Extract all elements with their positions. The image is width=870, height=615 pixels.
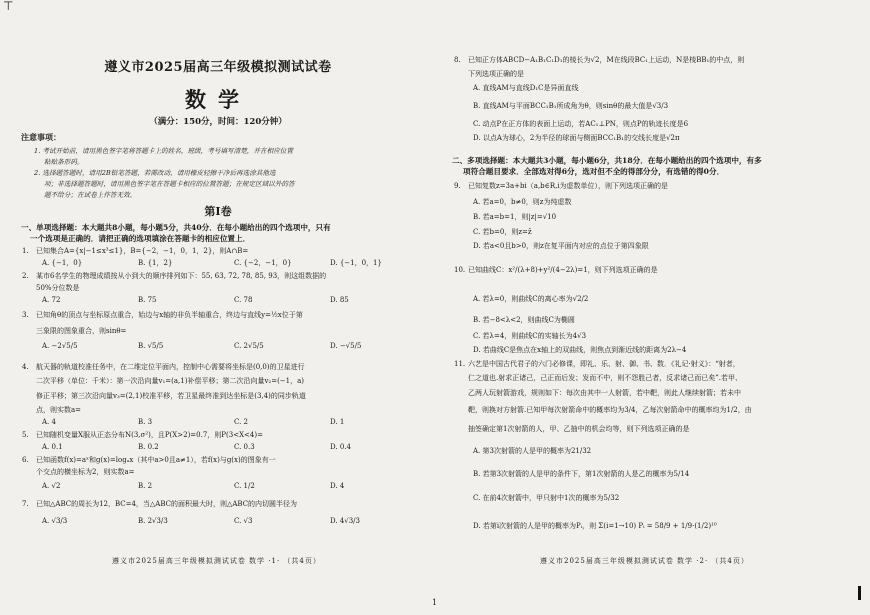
option-a: A. {−1，0} [42, 259, 83, 267]
option-d: D. 4 [330, 482, 345, 490]
question-text-cont: 三象限的图象重合，则sinθ= [36, 327, 127, 335]
option-d: D. 4√3/3 [330, 517, 360, 525]
section-one-heading-cont: 一个选项是正确的．请把正确的选项填涂在答题卡的相应位置上． [30, 234, 251, 243]
option-d: D. 1 [330, 418, 345, 426]
question-text: 已知△ABC的周长为12，BC=4，当△ABC的面积最大时，则△ABC的内切圆半径为 [36, 500, 298, 508]
option-a: A. 直线AM与直线D₁C是异面直线 [473, 84, 579, 92]
page-footer-left: 遵义市2025届高三年级模拟测试试卷 数学 ·1· （共4页） [112, 557, 321, 565]
option-d: D. 若曲线C是焦点在x轴上的双曲线，则焦点到渐近线的距离为2λ−4 [473, 346, 687, 354]
question-text: 某市6名学生的物理成绩按从小到大的顺序排列如下：55, 63, 72, 78, 85, 93，则这组数据的 [36, 272, 327, 280]
option-b: B. 75 [138, 296, 157, 304]
part-one-heading: 第Ⅰ卷 [204, 205, 232, 218]
option-b: B. 若−8<λ<2，则曲线C为椭圆 [473, 316, 575, 324]
question-text: 已知正方体ABCD−A₁B₁C₁D₁的棱长为√2，M在线段BC₁上运动，N是棱BB₁的中点，则 [468, 56, 745, 64]
option-d: D. 0.4 [330, 443, 351, 451]
notice-line: 2. 选择题答题时，请用2B铅笔答题，若需改动，请用橡皮轻擦干净后再选涂其他选 [34, 169, 276, 177]
option-b: B. 若第3次射箭的人是甲的条件下，第1次射箭的人是乙的概率为5/14 [473, 470, 690, 478]
edge-mark [858, 586, 861, 600]
option-a: A. 若λ=0，则曲线C的离心率为√2/2 [473, 295, 589, 303]
option-a: A. √3/3 [42, 517, 68, 525]
question-text-cont: 个交点的横坐标为2，则实数a= [36, 468, 135, 476]
option-a: A. 72 [42, 296, 61, 304]
notice-line: 1. 考试开始前，请用黑色签字笔将答题卡上的姓名，班级，考号填写清楚，并在相应位置 [34, 147, 293, 155]
question-text: 六艺是中国古代君子的六门必修课，即礼、乐、射、御、书、数．《礼记·射义》：“射者， [468, 360, 740, 368]
option-b: B. 0.2 [138, 443, 159, 451]
option-d: D. −√5/5 [330, 342, 362, 350]
page-right: 8. 已知正方体ABCD−A₁B₁C₁D₁的棱长为√2，M在线段BC₁上运动，N是棱BB₁的中点，则 下列选项正确的是 A. 直线AM与直线D₁C是异面直线 B. 直线AM与平面BCC₁B₁所成角为θ，则sinθ的最大值是√3/3 C. 动点P在正方体的表面上运动，若AC₁⊥PN，则点P的轨迹长度是6 D. 以点A为球心，2为半径的球面与侧面BCC₁B₁的交线长度是√2π 二、多项选择题：本大题共3小题，每小题6分，共18分．在每小题给出的四个选项中，有多 项符合题目要求．全部选对得6分，选对但不全的得部分分，有选错的得0分． 9. 已知复数z=3a+bi（a,b∈R,i为虚数单位），则下列选项正确的是 A. 若a=0，b≠0，则z为纯虚数 B. 若a=b=1，则|z|=√10 C. 若b=0，则z=z̄ D. 若a<0且b>0，则z在复平面内对应的点位于第四象限 10. 已知曲线C：x²/(λ+8)+y²/(4−2λ)=1，则下列选项正确的是 A. 若λ=0，则曲线C的离心率为√2/2 B. 若−8<λ<2，则曲线C为椭圆 C. 若λ=4，则曲线C的实轴长为4√3 D. 若曲线C是焦点在x轴上的双曲线，则焦点到渐近线的距离为2λ−4 11. 六艺是中国古代君子的六门必修课，即礼、乐、射、御、书、数．《礼记·射义》：“射者， 仁之道也.射求正诸己，己正而后发；发而不中，则不怨胜己者，反求诸己而已矣”.若甲、 乙两人玩射箭游戏，规则如下：每次由其中一人射箭，若中靶，则此人继续射箭；若未中 靶，则换对方射箭.已知甲每次射箭命中的概率均为3/4，乙每次射箭命中的概率均为1/2，由 抽签确定第1次射箭的人，甲、乙抽中的机会均等，则下列选项正确的是 A. 第3次射箭的人是甲的概率为21/32 B. 若第3次射箭的人是甲的条件下，第1次射箭的人是乙的概率为5/14 C. 在前4次射箭中，甲只射中1次的概率为5/32 D. 若第i次射箭的人是甲的概率为Pᵢ，则 Σ(i=1→10) Pᵢ = 58/9 + 1/9·(1/2)¹⁰ 遵义市2025届高三年级模拟测试试卷 数学 ·2· （共4页） [436, 0, 870, 615]
option-d: D. 85 [330, 296, 349, 304]
option-c: C. 若b=0，则z=z̄ [473, 228, 532, 236]
option-c: C. 动点P在正方体的表面上运动，若AC₁⊥PN，则点P的轨迹长度是6 [473, 120, 689, 128]
option-d: D. {−1，0，1} [330, 259, 382, 267]
option-b: B. {1，2} [138, 259, 173, 267]
question-text-cont: 点，则实数a= [36, 406, 82, 414]
option-a: A. 第3次射箭的人是甲的概率为21/32 [473, 447, 592, 455]
option-c: C. {−2，−1，0} [234, 259, 292, 267]
option-b: B. 若a=b=1，则|z|=√10 [473, 213, 557, 221]
section-two-heading: 二、多项选择题：本大题共3小题，每小题6分，共18分．在每小题给出的四个选项中，有多 [452, 156, 762, 165]
section-two-heading-cont: 项符合题目要求．全部选对得6分，选对但不全的得部分分，有选错的得0分． [463, 167, 725, 176]
option-c: C. 若λ=4，则曲线C的实轴长为4√3 [473, 332, 587, 340]
option-c: C. √3 [234, 517, 253, 525]
question-text-cont: 靶，则换对方射箭.已知甲每次射箭命中的概率均为3/4，乙每次射箭命中的概率均为1/2，由 [468, 406, 752, 414]
question-text: 已知随机变量X服从正态分布N(3,σ²)，且P(X>2)=0.7，则P(3<X<4)= [36, 431, 263, 439]
option-a: A. 0.1 [42, 443, 63, 451]
notice-line: 项；非选择题答题时，请用黑色签字笔在答题卡相应的位置答题；在规定区域以外的答 [44, 180, 295, 188]
page-left: ⊤ 遵义市2025届高三年级模拟测试试卷 数学 （满分：150分，时间：120分钟） 注意事项： 1. 考试开始前，请用黑色签字笔将答题卡上的姓名，班级，考号填写清楚，并在相应位置 粘贴条形码。 2. 选择题答题时，请用2B铅笔答题，若需改动，请用橡皮轻擦干净后再选涂其他选 项；非选择题答题时，请用黑色签字笔在答题卡相应的位置答题；在规定区域以外的答 题不给分；在试卷上作答无效。 第Ⅰ卷 一、单项选择题：本大题共8小题，每小题5分，共40分．在每小题给出的四个选项中，只有 一个选项是正确的．请把正确的选项填涂在答题卡的相应位置上． 1. 已知集合A={x|−1≤x³≤1}，B={−2，−1，0，1，2}，则A∩B= A. {−1，0} B. {1，2} C. {−2，−1，0} D. {−1，0，1} 2. 某市6名学生的物理成绩按从小到大的顺序排列如下：55, 63, 72, 78, 85, 93，则这组数据的 50%分位数是 A. 72 B. 75 C. 78 D. 85 3. 已知角θ的顶点与坐标原点重合，始边与x轴的非负半轴重合，终边与直线y=½x位于第 三象限的图象重合，则sinθ= A. −2√5/5 B. √5/5 C. 2√5/5 D. −√5/5 4. 航天器的轨道校准任务中，在二维定位平面内，控制中心需要将坐标是(0,0)的卫星进行 二次平移（单位：千米）：第一次沿向量v₁=(a,1)补偿平移；第二次沿向量v₂=(−1，a) 修正平移；第三次沿向量v₃=(2,1)校准平移，若卫星最终准到达坐标是(3,4)的同步轨道 点，则实数a= A. 4 B. 3 C. 2 D. 1 5. 已知随机变量X服从正态分布N(3,σ²)，且P(X>2)=0.7，则P(3<X<4)= A. 0.1 B. 0.2 C. 0.3 D. 0.4 6. 已知函数f(x)=aˣ和g(x)=logₐx（其中a>0且a≠1），若f(x)与g(x)的图象有一 个交点的横坐标为2，则实数a= A. √2 B. 2 C. 1/2 D. 4 7. 已知△ABC的周长为12，BC=4，当△ABC的面积最大时，则△ABC的内切圆半径为 A. √3/3 B. 2√3/3 C. √3 D. 4√3/3 遵义市2025届高三年级模拟测试试卷 数学 ·1· （共4页） [0, 0, 436, 615]
question-text: 已知函数f(x)=aˣ和g(x)=logₐx（其中a>0且a≠1），若f(x)与g(x)的图象有一 [36, 456, 276, 464]
option-d: D. 以点A为球心，2为半径的球面与侧面BCC₁B₁的交线长度是√2π [473, 134, 680, 142]
question-text-cont: 乙两人玩射箭游戏，规则如下：每次由其中一人射箭，若中靶，则此人继续射箭；若未中 [468, 389, 741, 397]
question-text: 已知角θ的顶点与坐标原点重合，始边与x轴的非负半轴重合，终边与直线y=½x位于第 [36, 311, 303, 319]
question-text-cont: 修正平移；第三次沿向量v₃=(2,1)校准平移，若卫星最终准到达坐标是(3,4)的同步轨道 [36, 392, 306, 400]
option-c: C. 78 [234, 296, 253, 304]
question-text: 已知复数z=3a+bi（a,b∈R,i为虚数单位），则下列选项正确的是 [468, 182, 669, 190]
option-c: C. 2√5/5 [234, 342, 264, 350]
question-text-cont: 仁之道也.射求正诸己，己正而后发；发而不中，则不怨胜己者，反求诸己而已矣”.若甲、 [468, 374, 743, 382]
option-b: B. √5/5 [138, 342, 164, 350]
question-text: 已知集合A={x|−1≤x³≤1}，B={−2，−1，0，1，2}，则A∩B= [36, 247, 249, 255]
option-c: C. 2 [234, 418, 249, 426]
question-text-cont: 抽签确定第1次射箭的人，甲、乙抽中的机会均等，则下列选项正确的是 [468, 425, 690, 433]
crop-mark-icon: ⊤ [3, 0, 14, 13]
score-time-info: （满分：150分，时间：120分钟） [149, 117, 287, 127]
question-text-cont: 下列选项正确的是 [468, 70, 524, 78]
option-b: B. 3 [138, 418, 153, 426]
option-a: A. 若a=0，b≠0，则z为纯虚数 [473, 198, 572, 206]
subject-heading: 数学 [185, 88, 251, 112]
notice-heading: 注意事项： [21, 132, 61, 142]
section-one-heading: 一、单项选择题：本大题共8小题，每小题5分，共40分．在每小题给出的四个选项中，只有 [21, 223, 331, 232]
option-d: D. 若a<0且b>0，则z在复平面内对应的点位于第四象限 [473, 242, 649, 250]
question-text-cont: 50%分位数是 [36, 284, 80, 292]
option-d: D. 若第i次射箭的人是甲的概率为Pᵢ，则 Σ(i=1→10) Pᵢ = 58/9 + 1/9·(1/2)¹⁰ [473, 522, 717, 530]
option-b: B. 2 [138, 482, 153, 490]
exam-title: 遵义市2025届高三年级模拟测试试卷 [104, 60, 332, 75]
option-c: C. 1/2 [234, 482, 255, 490]
option-b: B. 2√3/3 [138, 517, 168, 525]
notice-line: 粘贴条形码。 [44, 158, 84, 166]
option-c: C. 在前4次射箭中，甲只射中1次的概率为5/32 [473, 494, 620, 502]
option-c: C. 0.3 [234, 443, 255, 451]
page-footer-right: 遵义市2025届高三年级模拟测试试卷 数学 ·2· （共4页） [540, 557, 749, 565]
option-a: A. −2√5/5 [42, 342, 78, 350]
page-marker: 1 [432, 598, 438, 607]
question-text-cont: 二次平移（单位：千米）：第一次沿向量v₁=(a,1)补偿平移；第二次沿向量v₂=(−1，a) [36, 377, 305, 385]
option-b: B. 直线AM与平面BCC₁B₁所成角为θ，则sinθ的最大值是√3/3 [473, 102, 669, 110]
question-text: 已知曲线C：x²/(λ+8)+y²/(4−2λ)=1，则下列选项正确的是 [468, 266, 658, 274]
notice-line: 题不给分；在试卷上作答无效。 [44, 191, 137, 199]
option-a: A. 4 [42, 418, 56, 426]
question-text: 航天器的轨道校准任务中，在二维定位平面内，控制中心需要将坐标是(0,0)的卫星进行 [36, 363, 305, 371]
option-a: A. √2 [42, 482, 61, 490]
